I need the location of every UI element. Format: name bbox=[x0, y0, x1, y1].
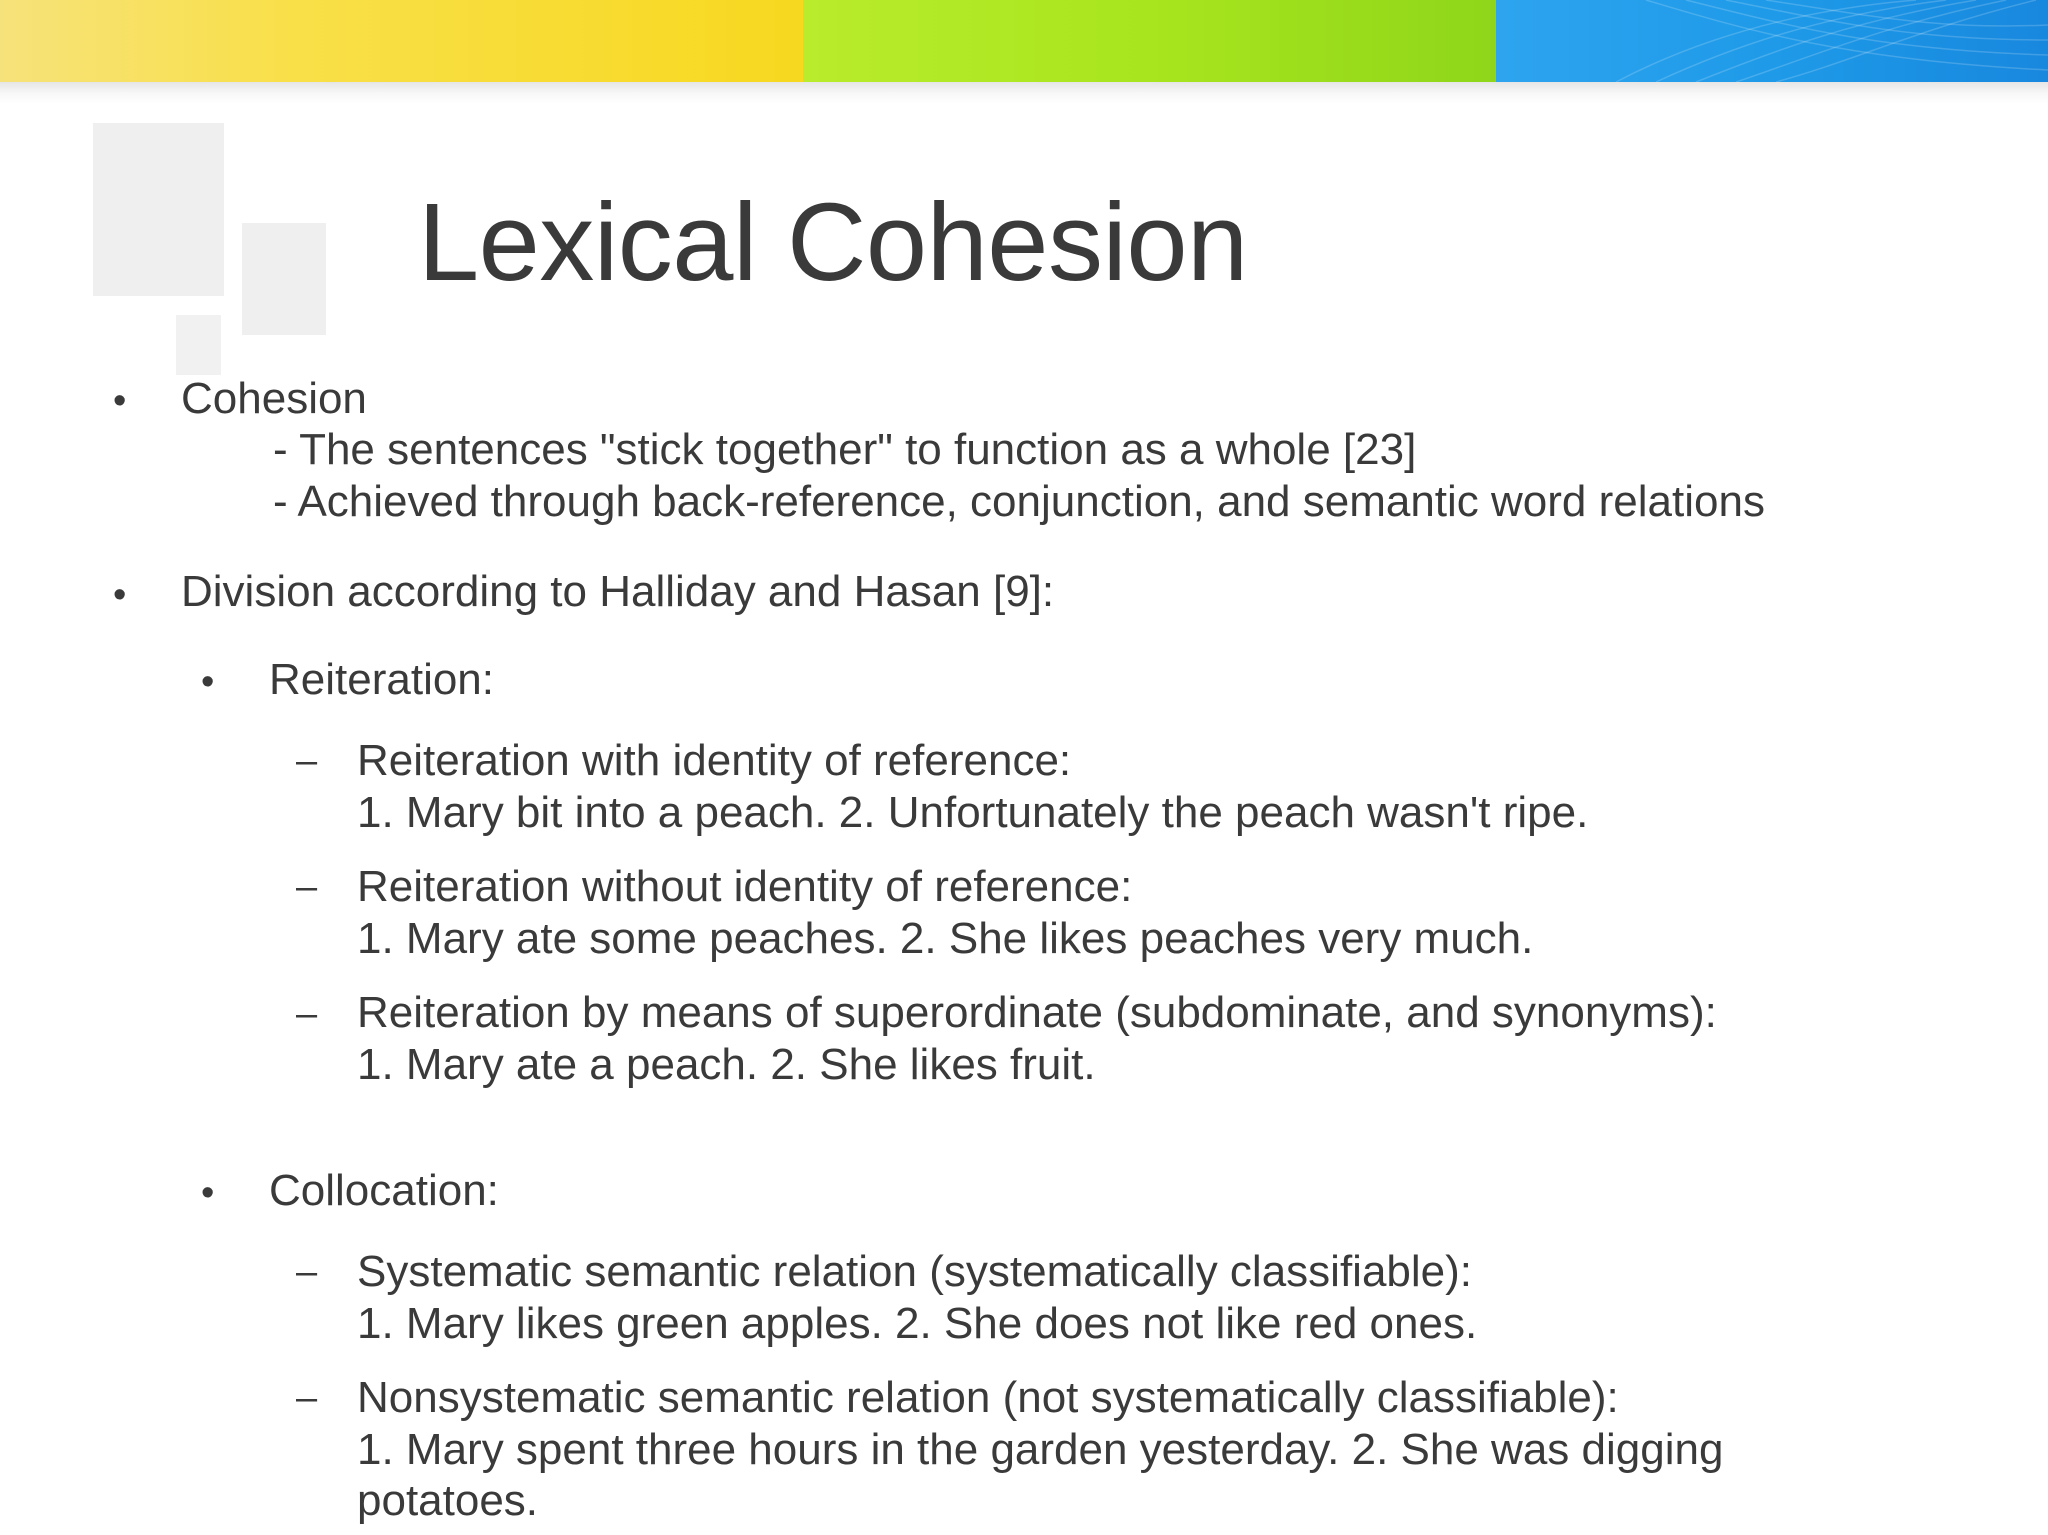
dash-marker: – bbox=[296, 993, 318, 1035]
bullet-marker: • bbox=[113, 574, 127, 616]
reiteration-item-2-example: 1. Mary ate some peaches. 2. She likes peaches very much. bbox=[357, 914, 1534, 963]
cohesion-sub-line-2: - Achieved through back-reference, conjunction, and semantic word relations bbox=[273, 477, 1765, 526]
bullet-cohesion-label: Cohesion bbox=[181, 374, 367, 423]
bullet-marker: • bbox=[201, 1172, 215, 1214]
dash-marker: – bbox=[296, 1251, 318, 1293]
collocation-item-2-heading: Nonsystematic semantic relation (not systematically classifiable): bbox=[357, 1373, 1619, 1422]
reiteration-item-3-heading: Reiteration by means of superordinate (subdominate, and synonyms): bbox=[357, 988, 1717, 1037]
bullet-division-label: Division according to Halliday and Hasan [9]: bbox=[181, 567, 1055, 616]
bullet-marker: • bbox=[201, 661, 215, 703]
bullet-marker: • bbox=[113, 380, 127, 422]
reiteration-item-1-heading: Reiteration with identity of reference: bbox=[357, 736, 1072, 785]
bullet-reiteration-label: Reiteration: bbox=[269, 655, 495, 704]
dash-marker: – bbox=[296, 866, 318, 908]
cohesion-sub-line-1: - The sentences "stick together" to function as a whole [23] bbox=[273, 425, 1417, 474]
reiteration-item-3-example: 1. Mary ate a peach. 2. She likes fruit. bbox=[357, 1040, 1096, 1089]
dash-marker: – bbox=[296, 740, 318, 782]
collocation-item-1-heading: Systematic semantic relation (systematically classifiable): bbox=[357, 1247, 1473, 1296]
reiteration-item-1-example: 1. Mary bit into a peach. 2. Unfortunately the peach wasn't ripe. bbox=[357, 788, 1589, 837]
collocation-item-2-example-line-1: 1. Mary spent three hours in the garden yesterday. 2. She was digging bbox=[357, 1425, 1724, 1474]
bullet-collocation-label: Collocation: bbox=[269, 1166, 499, 1215]
collocation-item-2-example-line-2: potatoes. bbox=[357, 1476, 539, 1525]
reiteration-item-2-heading: Reiteration without identity of reference: bbox=[357, 862, 1133, 911]
slide-title: Lexical Cohesion bbox=[418, 181, 1248, 304]
dash-marker: – bbox=[296, 1377, 318, 1419]
collocation-item-1-example: 1. Mary likes green apples. 2. She does not like red ones. bbox=[357, 1299, 1478, 1348]
